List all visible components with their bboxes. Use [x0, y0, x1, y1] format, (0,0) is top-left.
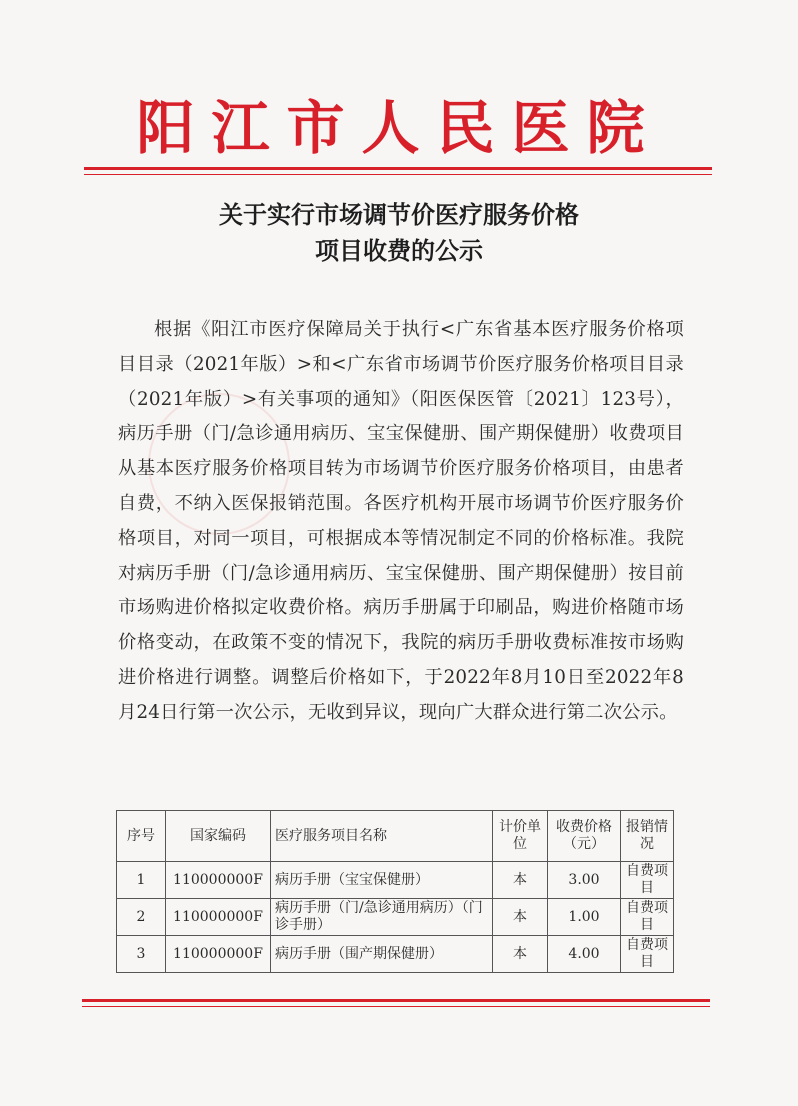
header-unit: 计价单位	[493, 811, 548, 862]
header-item-name: 医疗服务项目名称	[271, 811, 493, 862]
title-line-1: 关于实行市场调节价医疗服务价格	[219, 200, 579, 229]
cell-index: 3	[117, 936, 166, 973]
cell-reimbursement: 自费项目	[621, 936, 674, 973]
cell-reimbursement: 自费项目	[621, 899, 674, 936]
header-index: 序号	[117, 811, 166, 862]
cell-index: 2	[117, 899, 166, 936]
organization-name: 阳江市人民医院	[136, 94, 662, 162]
cell-item-name: 病历手册（门/急诊通用病历）（门诊手册）	[271, 899, 493, 936]
header-red-rule-thick	[84, 167, 712, 170]
cell-price: 3.00	[548, 862, 621, 899]
cell-item-name: 病历手册（宝宝保健册）	[271, 862, 493, 899]
header-national-code: 国家编码	[166, 811, 271, 862]
cell-national-code: 110000000F	[166, 936, 271, 973]
header-reimbursement: 报销情况	[621, 811, 674, 862]
document-title	[0, 197, 798, 269]
cell-national-code: 110000000F	[166, 899, 271, 936]
table-header-row	[117, 811, 674, 862]
header-red-rule-thin	[84, 174, 712, 175]
cell-national-code: 110000000F	[166, 862, 271, 899]
cell-unit: 本	[493, 862, 548, 899]
footer-red-rule-thin	[82, 1006, 710, 1007]
header-price: 收费价格（元）	[548, 811, 621, 862]
price-table	[116, 810, 674, 973]
cell-item-name: 病历手册（围产期保健册）	[271, 936, 493, 973]
cell-unit: 本	[493, 899, 548, 936]
table-row	[117, 899, 674, 936]
cell-price: 4.00	[548, 936, 621, 973]
footer-red-rule-thick	[82, 999, 710, 1002]
title-line-2: 项目收费的公示	[315, 236, 483, 265]
notice-body-paragraph: 根据《阳江市医疗保障局关于执行<广东省基本医疗服务价格项目目录（2021年版）>和<广东省市场调节价医疗服务价格项目目录（2021年版）>有关事项的通知》（阳医保医管〔2021〕123号），病历手册（门/急诊通用病历、宝宝保健册、围产期保健册）收费项目从基本医疗服务价格项目转为市场调节价医疗服务价格项目，由患者自费，不纳入医保报销范围。各医疗机构开展市场调节价医疗服务价格项目，对同一项目，可根据成本等情况制定不同的价格标准。我院对病历手册（门/急诊通用病历、宝宝保健册、围产期保健册）按目前市场购进价格拟定收费价格。病历手册属于印刷品，购进价格随市场价格变动，在政策不变的情况下，我院的病历手册收费标准按市场购进价格进行调整。调整后价格如下，于2022年8月10日至2022年8月24日行第一次公示，无收到异议，现向广大群众进行第二次公示。	[118, 319, 684, 723]
table-row	[117, 936, 674, 973]
cell-reimbursement: 自费项目	[621, 862, 674, 899]
cell-index: 1	[117, 862, 166, 899]
cell-price: 1.00	[548, 899, 621, 936]
table-row	[117, 862, 674, 899]
cell-unit: 本	[493, 936, 548, 973]
